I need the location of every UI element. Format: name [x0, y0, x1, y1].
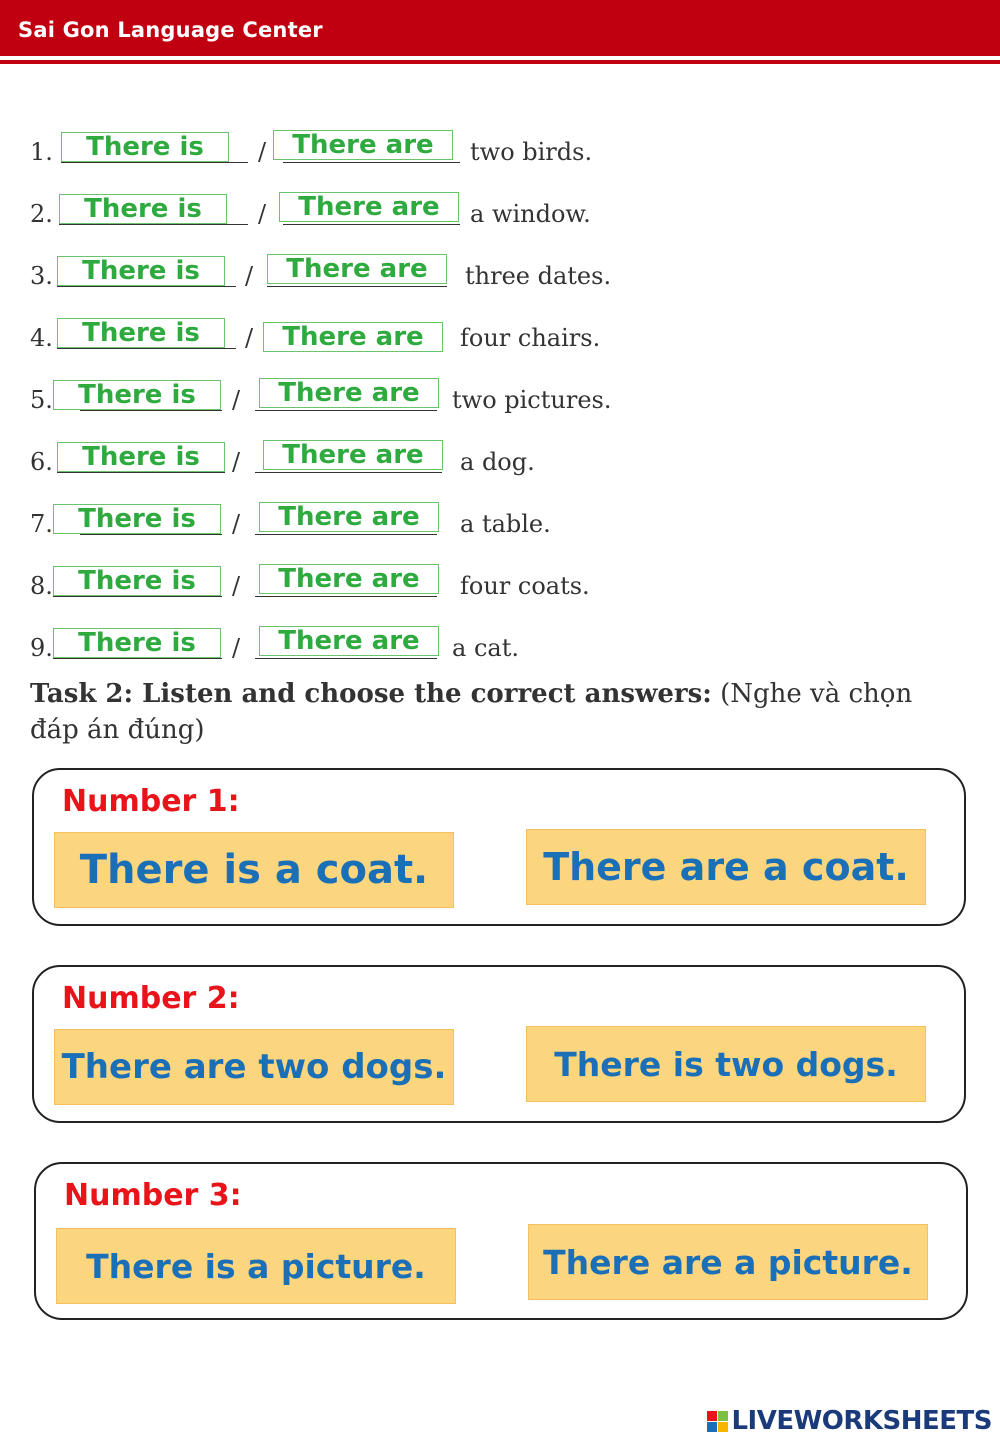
task1-item [0, 562, 1000, 612]
answer-box-there-are[interactable]: There are [259, 564, 439, 594]
sentence-text: two pictures. [452, 386, 612, 414]
task2-heading-note: (Nghe và chọn đáp án đúng) [30, 679, 913, 745]
blank-line [53, 596, 222, 597]
item-number: 4. [30, 324, 53, 352]
choice-a-button[interactable]: There is a coat. [54, 832, 454, 908]
blank-line [80, 534, 222, 535]
answer-box-there-is[interactable]: There is [57, 318, 225, 348]
answer-box-there-is[interactable]: There is [53, 566, 221, 596]
task1-item [0, 314, 1000, 364]
sentence-text: two birds. [470, 138, 593, 166]
blank-line [61, 162, 248, 163]
item-number: 9. [30, 634, 53, 662]
task1-item [0, 252, 1000, 302]
logo-text: LIVEWORKSHEETS [731, 1406, 992, 1436]
choice-b-button[interactable]: There are a picture. [528, 1224, 928, 1300]
item-number: 2. [30, 200, 53, 228]
task1-item [0, 190, 1000, 240]
answer-box-there-are[interactable]: There are [273, 130, 453, 160]
logo-square-icon [707, 1422, 717, 1432]
sentence-text: a cat. [452, 634, 519, 662]
answer-box-there-are[interactable]: There are [259, 502, 439, 532]
separator-slash: / [258, 138, 267, 166]
header-title: Sai Gon Language Center [18, 18, 323, 42]
item-number: 8. [30, 572, 53, 600]
separator-slash: / [232, 448, 241, 476]
choice-a-button[interactable]: There are two dogs. [54, 1029, 454, 1105]
blank-line [255, 534, 437, 535]
question-title: Number 2: [62, 981, 240, 1016]
separator-slash: / [258, 200, 267, 228]
liveworksheets-logo [707, 1406, 992, 1436]
blank-line [267, 286, 447, 287]
logo-square-icon [718, 1422, 728, 1432]
question-title: Number 1: [62, 784, 240, 819]
logo-grid-icon [707, 1411, 728, 1432]
blank-line [53, 658, 222, 659]
sentence-text: a dog. [460, 448, 535, 476]
task1-item [0, 376, 1000, 426]
item-number: 1. [30, 138, 53, 166]
answer-box-there-are[interactable]: There are [263, 440, 443, 470]
task2-heading-bold: Task 2: Listen and choose the correct answers: [30, 679, 712, 709]
item-number: 6. [30, 448, 53, 476]
answer-box-there-is[interactable]: There is [59, 194, 227, 224]
item-number: 5. [30, 386, 53, 414]
answer-box-there-are[interactable]: There are [279, 192, 459, 222]
blank-line [283, 162, 460, 163]
sentence-text: four chairs. [460, 324, 601, 352]
blank-line [57, 472, 225, 473]
sentence-text: four coats. [460, 572, 590, 600]
question-title: Number 3: [64, 1178, 242, 1213]
task1-item [0, 438, 1000, 488]
blank-line [255, 596, 437, 597]
sentence-text: a window. [470, 200, 591, 228]
blank-line [255, 472, 442, 473]
answer-box-there-is[interactable]: There is [53, 380, 221, 410]
separator-slash: / [232, 386, 241, 414]
separator-slash: / [232, 572, 241, 600]
task2-heading [30, 676, 930, 748]
answer-box-there-is[interactable]: There is [57, 256, 225, 286]
choice-b-button[interactable]: There are a coat. [526, 829, 926, 905]
item-number: 3. [30, 262, 53, 290]
answer-box-there-are[interactable]: There are [259, 378, 439, 408]
separator-slash: / [232, 510, 241, 538]
blank-line [59, 224, 248, 225]
answer-box-there-is[interactable]: There is [57, 442, 225, 472]
header-bar [0, 0, 1000, 56]
answer-box-there-are[interactable]: There are [267, 254, 447, 284]
blank-line [57, 348, 236, 349]
answer-box-there-are[interactable]: There are [263, 322, 443, 352]
sentence-text: three dates. [465, 262, 612, 290]
task1-item [0, 500, 1000, 550]
question-panel [32, 965, 966, 1123]
blank-line [80, 410, 222, 411]
choice-b-button[interactable]: There is two dogs. [526, 1026, 926, 1102]
question-panel [32, 768, 966, 926]
logo-square-icon [707, 1411, 717, 1421]
choice-a-button[interactable]: There is a picture. [56, 1228, 456, 1304]
answer-box-there-are[interactable]: There are [259, 626, 439, 656]
answer-box-there-is[interactable]: There is [53, 504, 221, 534]
task1-item [0, 624, 1000, 674]
answer-box-there-is[interactable]: There is [53, 628, 221, 658]
separator-slash: / [245, 324, 254, 352]
header-divider [0, 60, 1000, 64]
blank-line [283, 224, 460, 225]
task1-item [0, 128, 1000, 178]
sentence-text: a table. [460, 510, 551, 538]
question-panel [34, 1162, 968, 1320]
blank-line [255, 658, 437, 659]
blank-line [255, 410, 437, 411]
blank-line [57, 286, 236, 287]
logo-square-icon [718, 1411, 728, 1421]
answer-box-there-is[interactable]: There is [61, 132, 229, 162]
separator-slash: / [232, 634, 241, 662]
item-number: 7. [30, 510, 53, 538]
separator-slash: / [245, 262, 254, 290]
